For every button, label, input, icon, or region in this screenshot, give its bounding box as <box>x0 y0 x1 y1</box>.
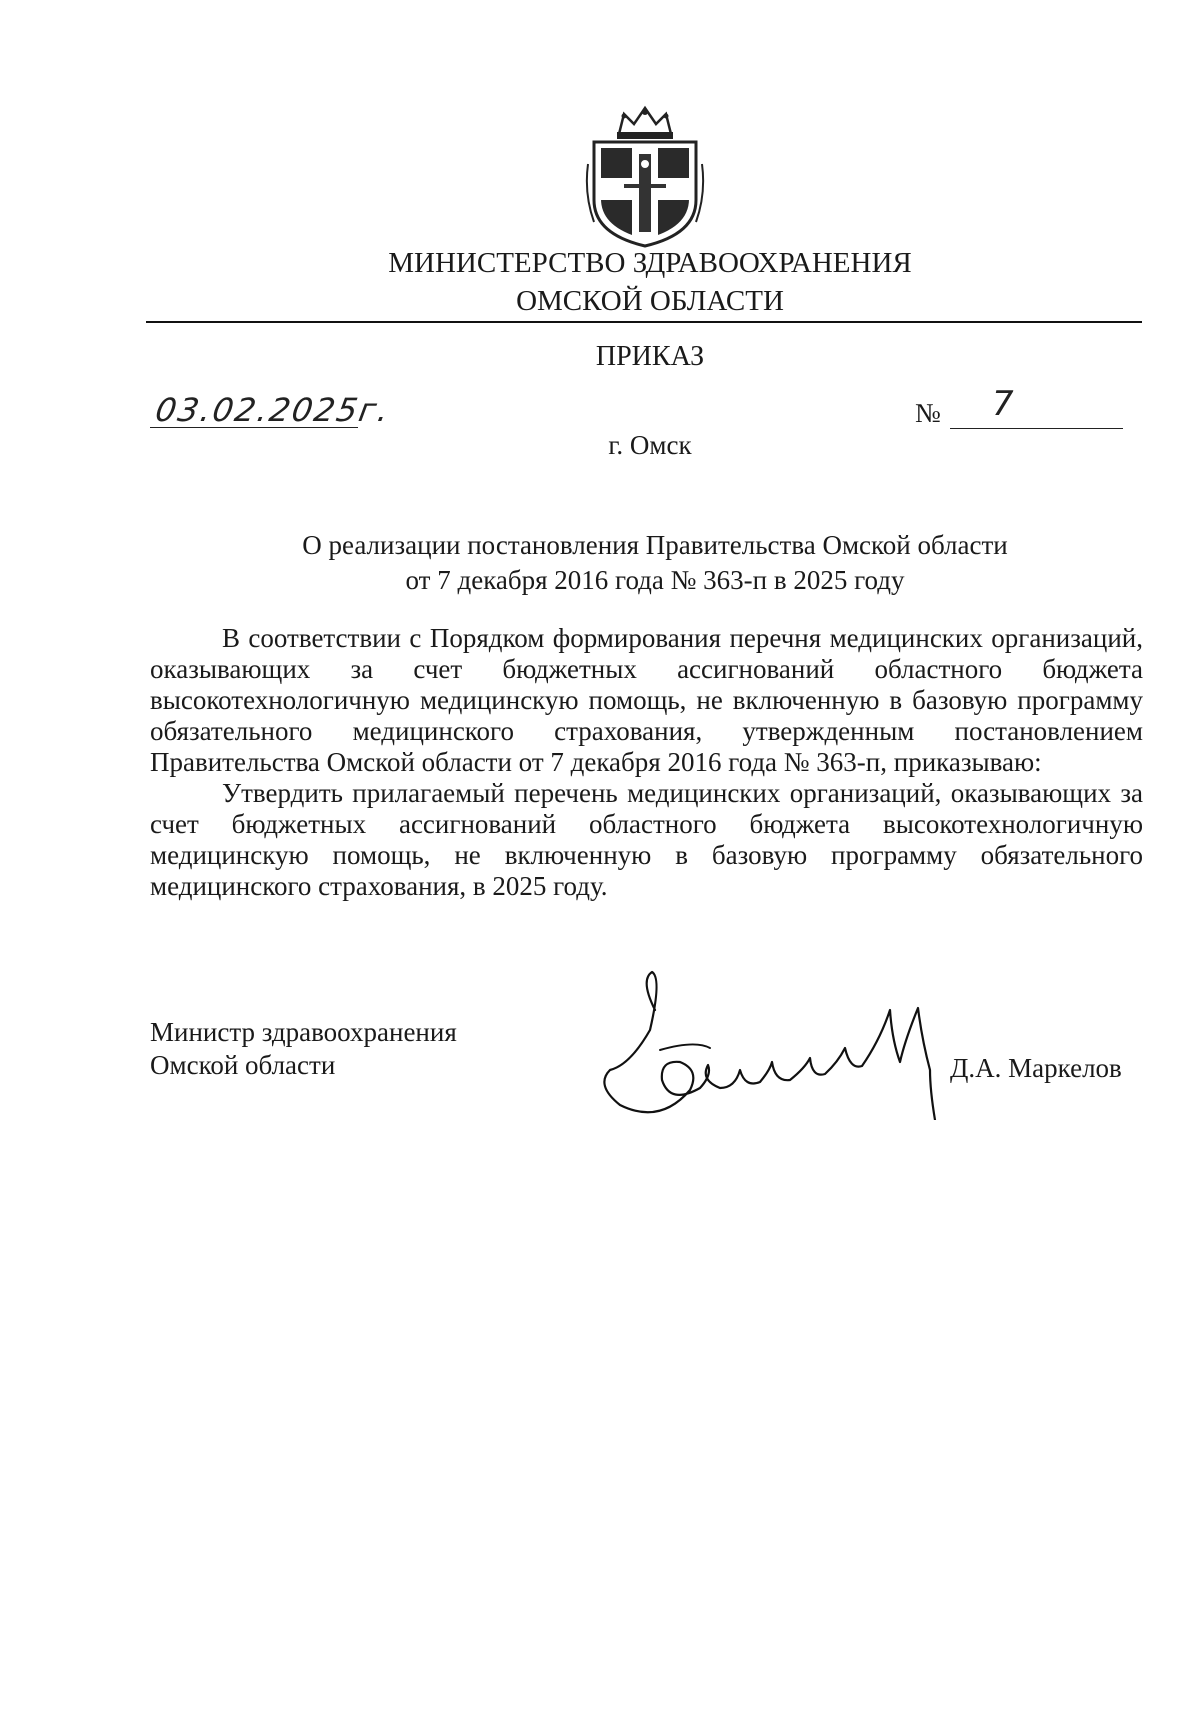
number-sign: № <box>915 398 941 428</box>
document-date: 03.02.2025г. <box>152 391 394 429</box>
signer-position <box>150 1016 570 1082</box>
document-title <box>200 528 1110 598</box>
city: г. Омск <box>608 430 692 460</box>
title-line-2: от 7 декабря 2016 года № 363-п в 2025 году <box>405 565 905 595</box>
handwritten-signature <box>600 970 980 1120</box>
signer-position-line-2: Омской области <box>150 1050 336 1080</box>
document-number: 7 <box>992 384 1014 424</box>
title-line-1: О реализации постановления Правительства Омской области <box>302 530 1008 560</box>
organization-line-2: ОМСКОЙ ОБЛАСТИ <box>516 285 784 317</box>
body-paragraph-1: В соответствии с Порядком формирования перечня медицинских организаций, оказывающих за счет бюджетных ассигнований областного бюджета высокотехнологичную медицинскую помощь, не включенную в базовую программу обязательного медицинского страхования, утвержденным постановлением Правительства Омской области от 7 декабря 2016 года № 363-п, приказываю: <box>150 623 1143 777</box>
signer-position-line-1: Министр здравоохранения <box>150 1017 457 1047</box>
organization-name <box>150 244 1150 320</box>
body-paragraph-2: Утвердить прилагаемый перечень медицинских организаций, оказывающих за счет бюджетных ассигнований областного бюджета высокотехнологичную медицинскую помощь, не включенную в базовую программу обязательного медицинского страхования, в 2025 году. <box>150 778 1143 901</box>
organization-line-1: МИНИСТЕРСТВО ЗДРАВООХРАНЕНИЯ <box>388 247 912 279</box>
signer-name: Д.А. Маркелов <box>950 1053 1122 1083</box>
document-type: ПРИКАЗ <box>595 341 705 372</box>
coat-of-arms-icon <box>584 104 706 250</box>
document-body <box>150 623 1143 902</box>
header-divider <box>146 321 1142 323</box>
